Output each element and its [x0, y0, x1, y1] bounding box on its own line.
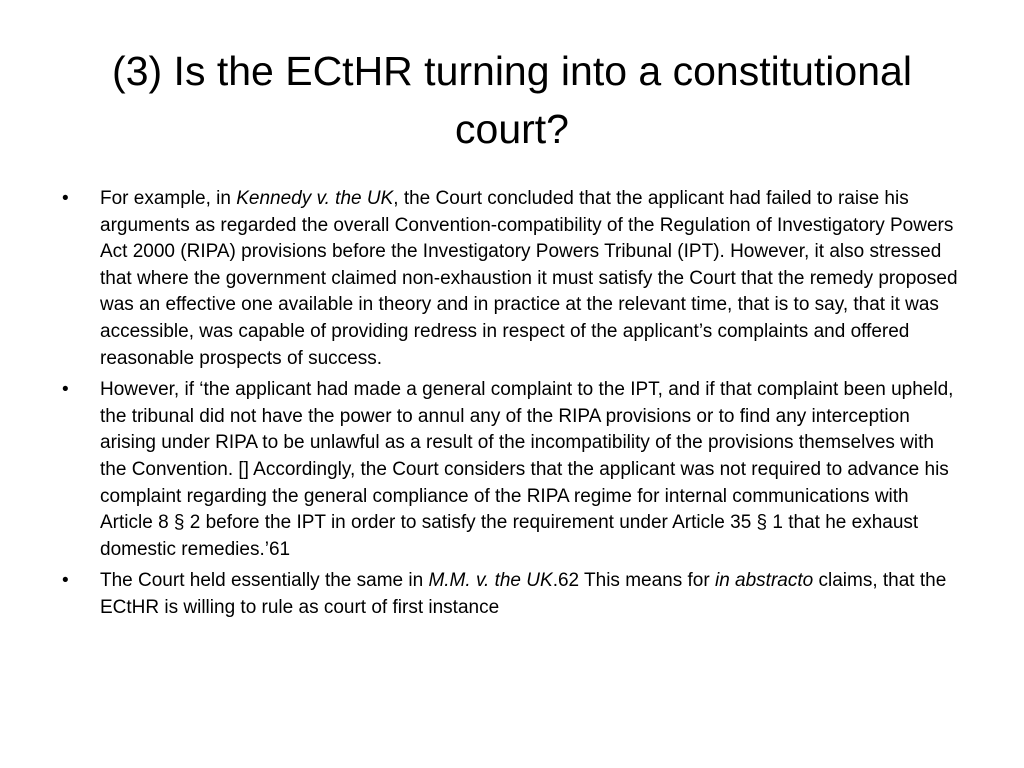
bullet-item [62, 377, 962, 563]
bullet-text [100, 188, 958, 369]
bullet-list [62, 186, 962, 627]
text-run: For example, in [100, 188, 237, 209]
bullet-item [62, 186, 962, 372]
bullet-item [62, 568, 962, 621]
case-name: Kennedy v. the UK [236, 188, 394, 209]
bullet-marker: • [62, 570, 69, 592]
text-run: .62 This means for [552, 570, 715, 592]
case-name: M.M. v. the UK [428, 570, 553, 592]
bullet-text [100, 379, 953, 560]
text-run: claims, that the ECtHR is willing to rule as court of first instance [100, 570, 947, 618]
bullet-text [100, 570, 946, 618]
bullet-marker: • [62, 188, 69, 209]
text-run: The Court held essentially the same in [100, 570, 429, 592]
bullet-marker: • [62, 379, 69, 401]
slide-title: (3) Is the ECtHR turning into a constitutional court? [112, 48, 912, 152]
text-run: , the Court concluded that the applicant had failed to raise his arguments as regarded the overall Convention-compatibility of the Regulation of Investigatory Powers Act 2000 (RIPA) provisions before the Investigatory Powers Tribunal (IPT). However, it also stressed that where the government claimed non-exhaustion it must satisfy the Court that the remedy proposed was an effective one available in theory and in practice at the relevant time, that is to say, that it was accessible, was capable of providing redress in respect of the applicant’s complaints and offered reasonable prospects of success. [100, 188, 958, 369]
latin-term: in abstracto [714, 570, 814, 592]
text-run: However, if ‘the applicant had made a general complaint to the IPT, and if that complaint been upheld, the tribunal did not have the power to annul any of the RIPA provisions or to find any interception arising under RIPA to be unlawful as a result of the incompatibility of the provisions themselves with the Convention. [] Accordingly, the Court considers that the applicant was not required to advance his complaint regarding the general compliance of the RIPA regime for internal communications with Article 8 § 2 before the IPT in order to satisfy the requirement under Article 35 § 1 that he exhaust domestic remedies.’61 [100, 379, 954, 560]
